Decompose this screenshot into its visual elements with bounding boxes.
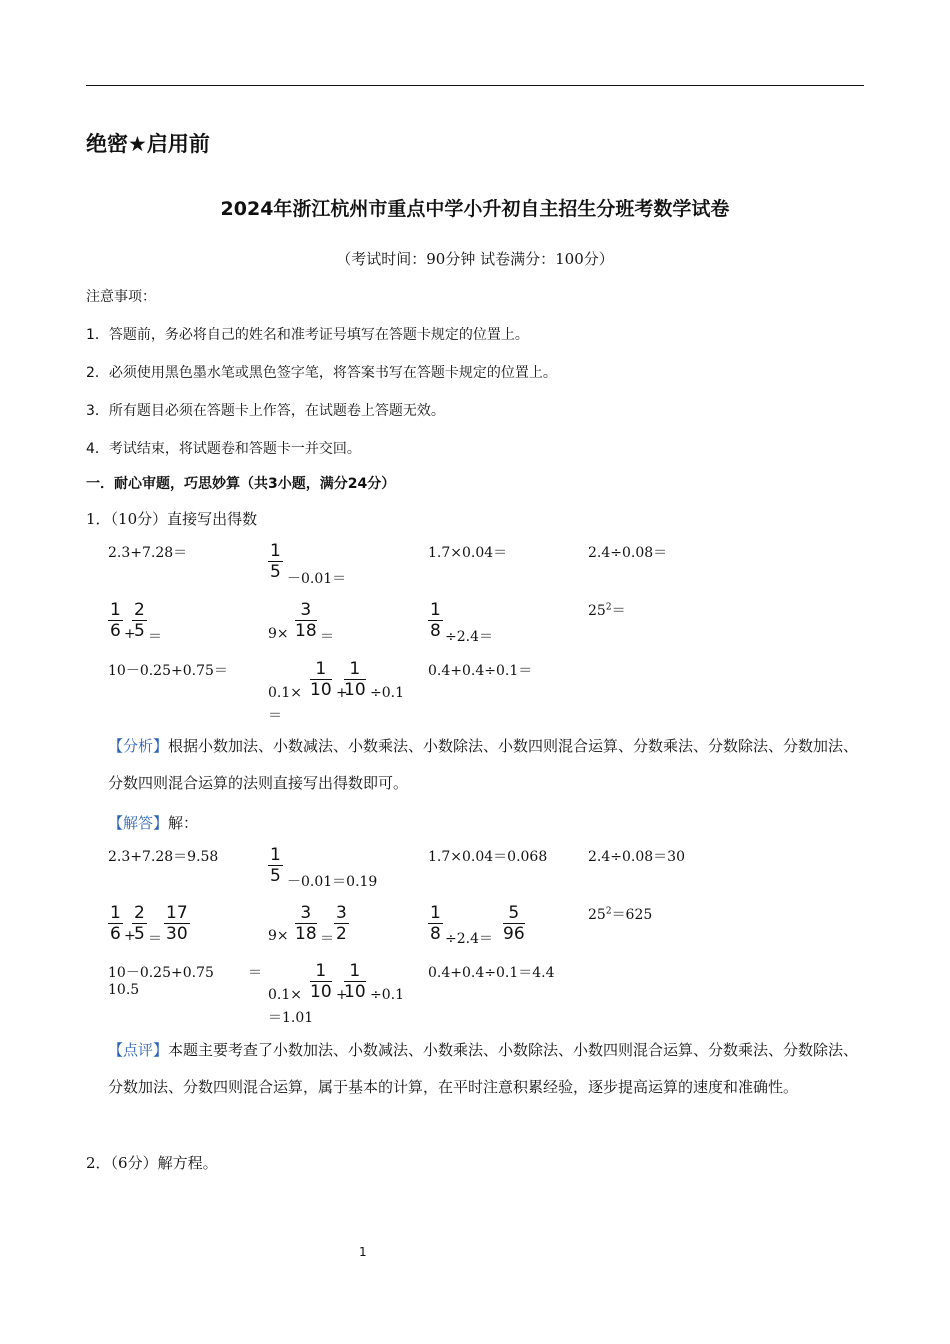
fraction: $\frac{3}{18}$ xyxy=(295,600,317,641)
fraction: $\frac{1}{5}$ xyxy=(270,845,281,886)
notice-item: 4．考试结束，将试题卷和答题卡一并交回。 xyxy=(86,441,361,457)
fraction: $\frac{1}{10}$ xyxy=(310,961,332,1002)
calc-item: 2.4÷0.08＝ xyxy=(588,545,668,561)
page-title: 2024年浙江杭州市重点中学小升初自主招生分班考数学试卷 xyxy=(220,198,730,220)
answer-item: 2.4÷0.08＝30 xyxy=(588,849,685,865)
answer-item: －0.01＝0.19 xyxy=(287,874,378,890)
answer-item: $25^2=625$ xyxy=(588,906,653,923)
page-subtitle: （考试时间：90分钟 试卷满分：100分） xyxy=(336,250,614,268)
answer-item: ÷2.4＝ xyxy=(445,931,493,947)
fraction: $\frac{1}{10}$ xyxy=(344,659,366,700)
fraction: $\frac{3}{2}$ xyxy=(336,903,347,944)
calc-item: ＝ xyxy=(268,708,282,724)
answer-item: 9× xyxy=(268,928,289,944)
calc-item: 0.1× xyxy=(268,685,302,701)
operator: + xyxy=(336,987,348,1003)
fraction: $\frac{1}{10}$ xyxy=(344,961,366,1002)
fraction: $\frac{2}{5}$ xyxy=(134,903,145,944)
question-stem: 1．（10分）直接写出得数 xyxy=(86,510,258,528)
analysis-tag: 【分析】 xyxy=(108,737,169,755)
calc-item: 10－0.25+0.75＝ xyxy=(108,663,228,679)
fraction: $\frac{17}{30}$ xyxy=(166,903,188,944)
answer-item: ÷0.1 xyxy=(370,987,404,1003)
calc-item: 9× xyxy=(268,626,289,642)
fraction: $\frac{1}{6}$ xyxy=(110,903,121,944)
fraction: $\frac{1}{5}$ xyxy=(270,541,281,582)
comment: 【点评】本题主要考查了小数加法、小数减法、小数乘法、小数除法、小数四则混合运算、分数乘法、分数除法、分数加法、分数四则混合运算，属于基本的计算，在平时注意积累经验，逐步提高运算的速度和准确性。 xyxy=(108,1041,859,1096)
header-rule xyxy=(86,85,864,86)
answer-tag: 【解答】 xyxy=(108,814,169,832)
fraction: $\frac{1}{8}$ xyxy=(430,600,441,641)
fraction: $\frac{5}{96}$ xyxy=(503,903,525,944)
secret-label: 绝密★启用前 xyxy=(86,132,210,156)
section-heading: 一．耐心审题，巧思妙算（共3小题，满分24分） xyxy=(86,476,396,492)
operator: ＝ xyxy=(248,965,262,981)
operator: ＝ xyxy=(320,931,334,947)
answer-item: 10－0.25+0.75 xyxy=(108,965,214,981)
analysis: 【分析】根据小数加法、小数减法、小数乘法、小数除法、小数四则混合运算、分数乘法、分数除法、分数加法、分数四则混合运算的法则直接写出得数即可。 xyxy=(108,737,859,792)
notice-item: 2．必须使用黑色墨水笔或黑色签字笔，将答案书写在答题卡规定的位置上。 xyxy=(86,365,557,381)
calc-item: 1.7×0.04＝ xyxy=(428,545,508,561)
calc-item: 0.4+0.4÷0.1＝ xyxy=(428,663,533,679)
answer-item: 2.3+7.28＝9.58 xyxy=(108,849,219,865)
answer-item: ＝1.01 xyxy=(268,1010,314,1026)
answer-item: 0.1× xyxy=(268,987,302,1003)
fraction: $\frac{3}{18}$ xyxy=(295,903,317,944)
fraction: $\frac{1}{8}$ xyxy=(430,903,441,944)
page-number: 1 xyxy=(359,1245,367,1259)
answer-item: 1.7×0.04＝0.068 xyxy=(428,849,548,865)
calc-item: ＝ xyxy=(148,629,162,645)
fraction: $\frac{1}{6}$ xyxy=(110,600,121,641)
fraction: $\frac{1}{10}$ xyxy=(310,659,332,700)
calc-item: －0.01＝ xyxy=(287,571,347,587)
answer-item: 0.4+0.4÷0.1＝4.4 xyxy=(428,965,555,981)
operator: ＝ xyxy=(148,931,162,947)
calc-item: ＝ xyxy=(320,629,334,645)
operator: + xyxy=(124,928,136,944)
question-stem: 2．（6分）解方程。 xyxy=(86,1154,218,1172)
notice-heading: 注意事项： xyxy=(86,289,156,305)
notice-item: 3．所有题目必须在答题卡上作答，在试题卷上答题无效。 xyxy=(86,403,445,419)
answer-header: 【解答】解： xyxy=(108,814,199,832)
calc-item: ÷2.4＝ xyxy=(445,629,493,645)
fraction: $\frac{2}{5}$ xyxy=(134,600,145,641)
answer-item: 10.5 xyxy=(108,982,140,998)
notice-item: 1．答题前，务必将自己的姓名和准考证号填写在答题卡规定的位置上。 xyxy=(86,327,529,343)
comment-tag: 【点评】 xyxy=(108,1041,169,1059)
calc-item: $25^2=$ xyxy=(588,602,626,619)
operator: + xyxy=(124,626,136,642)
operator: + xyxy=(336,685,348,701)
calc-item: 2.3+7.28＝ xyxy=(108,545,188,561)
calc-item: ÷0.1 xyxy=(370,685,404,701)
